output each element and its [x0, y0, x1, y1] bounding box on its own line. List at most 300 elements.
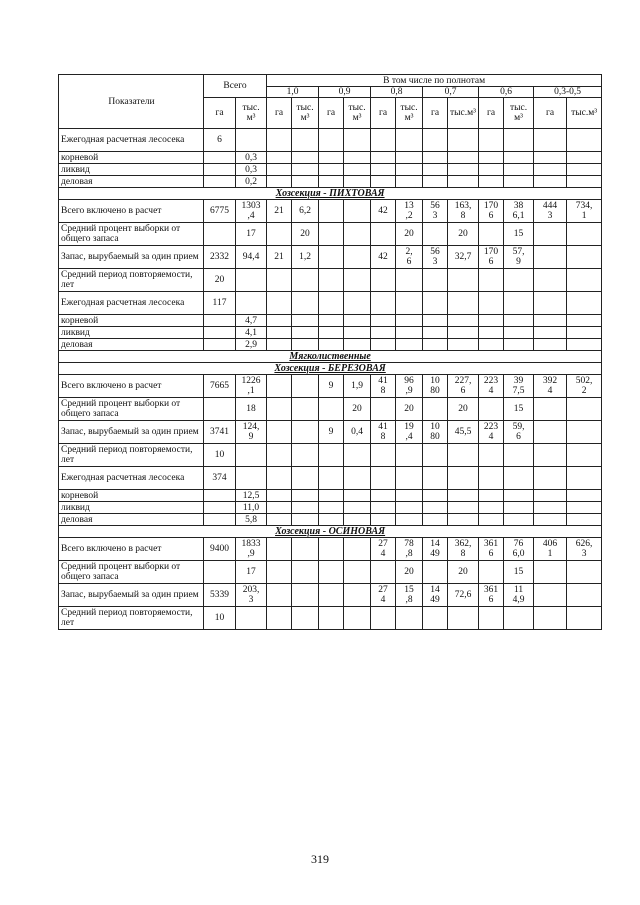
- table-cell: [319, 315, 344, 327]
- table-cell: [567, 176, 602, 188]
- table-cell: [319, 607, 344, 630]
- table-cell: [479, 327, 504, 339]
- row-label: Средний период повторяемости, лет: [59, 269, 204, 292]
- table-cell: [423, 514, 448, 526]
- table-cell: [267, 444, 292, 467]
- table-cell: 392 4: [534, 375, 567, 398]
- table-cell: [504, 129, 534, 152]
- table-cell: [204, 514, 236, 526]
- table-cell: [534, 176, 567, 188]
- row-label: Всего включено в расчет: [59, 375, 204, 398]
- table-cell: [344, 200, 371, 223]
- table-cell: 15: [504, 561, 534, 584]
- table-cell: 1,9: [344, 375, 371, 398]
- table-cell: [319, 502, 344, 514]
- table-row: [59, 246, 602, 269]
- table-cell: [534, 164, 567, 176]
- table-cell: [371, 339, 396, 351]
- table-cell: [204, 223, 236, 246]
- table-cell: 117: [204, 292, 236, 315]
- table-cell: [567, 421, 602, 444]
- table-cell: [534, 315, 567, 327]
- table-cell: 20: [396, 223, 423, 246]
- table-cell: 3741: [204, 421, 236, 444]
- section-row: [59, 363, 602, 375]
- table-cell: [504, 607, 534, 630]
- table-cell: 6775: [204, 200, 236, 223]
- table-cell: [534, 421, 567, 444]
- table-cell: [448, 327, 479, 339]
- row-label: Средний период повторяемости, лет: [59, 444, 204, 467]
- table-row: [59, 164, 602, 176]
- table-cell: [396, 269, 423, 292]
- row-label: ликвид: [59, 502, 204, 514]
- table-row: [59, 421, 602, 444]
- table-cell: [479, 561, 504, 584]
- table-cell: [448, 444, 479, 467]
- table-cell: [396, 607, 423, 630]
- table-cell: [292, 164, 319, 176]
- table-cell: 19 ,4: [396, 421, 423, 444]
- table-cell: 20: [344, 398, 371, 421]
- table-cell: [448, 129, 479, 152]
- table-row: [59, 339, 602, 351]
- table-cell: [567, 584, 602, 607]
- table-cell: [319, 269, 344, 292]
- table-cell: [423, 269, 448, 292]
- row-label: Ежегодная расчетная лесосека: [59, 129, 204, 152]
- table-cell: [396, 327, 423, 339]
- table-cell: 502, 2: [567, 375, 602, 398]
- table-cell: [534, 584, 567, 607]
- table-cell: [534, 292, 567, 315]
- table-cell: [479, 223, 504, 246]
- table-cell: 21: [267, 246, 292, 269]
- table-cell: [344, 584, 371, 607]
- table-cell: [423, 129, 448, 152]
- table-cell: [396, 315, 423, 327]
- table-cell: [567, 398, 602, 421]
- table-cell: [319, 514, 344, 526]
- table-cell: [567, 164, 602, 176]
- table-cell: [396, 444, 423, 467]
- table-row: [59, 490, 602, 502]
- table-row: [59, 607, 602, 630]
- table-cell: [448, 607, 479, 630]
- table-cell: [534, 327, 567, 339]
- table-cell: [371, 514, 396, 526]
- table-cell: [236, 467, 267, 490]
- table-cell: [344, 327, 371, 339]
- table-cell: 223 4: [479, 375, 504, 398]
- forest-data-table: [58, 74, 602, 630]
- table-cell: [371, 164, 396, 176]
- header-polnota: 0,8: [371, 87, 423, 98]
- table-cell: [567, 292, 602, 315]
- table-cell: 6: [204, 129, 236, 152]
- table-cell: [319, 327, 344, 339]
- table-cell: [267, 164, 292, 176]
- table-cell: [396, 292, 423, 315]
- row-label: Запас, вырубаемый за один прием: [59, 246, 204, 269]
- table-cell: 41 8: [371, 421, 396, 444]
- table-cell: [292, 176, 319, 188]
- table-cell: 76 6,0: [504, 538, 534, 561]
- table-cell: [504, 444, 534, 467]
- table-cell: [319, 490, 344, 502]
- table-cell: [567, 607, 602, 630]
- table-cell: [236, 269, 267, 292]
- table-cell: [504, 176, 534, 188]
- header-unit: га: [423, 98, 448, 129]
- table-cell: [371, 315, 396, 327]
- table-cell: 10 80: [423, 375, 448, 398]
- table-cell: 14 49: [423, 584, 448, 607]
- table-cell: [267, 223, 292, 246]
- table-cell: [504, 315, 534, 327]
- table-cell: [479, 607, 504, 630]
- table-cell: [319, 584, 344, 607]
- header-polnota: 0,3-0,5: [534, 87, 602, 98]
- table-cell: [534, 269, 567, 292]
- table-cell: [504, 164, 534, 176]
- table-cell: [267, 467, 292, 490]
- table-cell: 18: [236, 398, 267, 421]
- table-cell: 7665: [204, 375, 236, 398]
- table-cell: [371, 561, 396, 584]
- table-cell: [267, 292, 292, 315]
- table-cell: 14 49: [423, 538, 448, 561]
- table-cell: 10 80: [423, 421, 448, 444]
- table-cell: [567, 514, 602, 526]
- table-cell: [204, 164, 236, 176]
- table-cell: [371, 607, 396, 630]
- header-polnota: 0,9: [319, 87, 371, 98]
- table-cell: [534, 561, 567, 584]
- table-cell: [423, 152, 448, 164]
- table-cell: [504, 327, 534, 339]
- table-cell: [204, 176, 236, 188]
- table-cell: [344, 164, 371, 176]
- header-unit: га: [319, 98, 344, 129]
- table-cell: [504, 339, 534, 351]
- table-row: [59, 444, 602, 467]
- table-cell: [319, 339, 344, 351]
- table-cell: [567, 246, 602, 269]
- row-label: Ежегодная расчетная лесосека: [59, 467, 204, 490]
- table-cell: [319, 444, 344, 467]
- table-cell: [534, 607, 567, 630]
- table-cell: [567, 315, 602, 327]
- table-cell: [292, 538, 319, 561]
- table-cell: [292, 398, 319, 421]
- table-cell: [371, 444, 396, 467]
- table-cell: [448, 152, 479, 164]
- header-unit: га: [204, 98, 236, 129]
- table-cell: 5339: [204, 584, 236, 607]
- table-cell: [423, 607, 448, 630]
- table-cell: [534, 339, 567, 351]
- table-cell: 39 7,5: [504, 375, 534, 398]
- table-cell: 0,3: [236, 152, 267, 164]
- table-cell: [534, 223, 567, 246]
- table-cell: 59, 6: [504, 421, 534, 444]
- table-cell: 1,2: [292, 246, 319, 269]
- section-title: Хозсекция - БЕРЕЗОВАЯ: [59, 363, 602, 375]
- table-cell: 42: [371, 246, 396, 269]
- table-cell: 32,7: [448, 246, 479, 269]
- table-cell: [479, 502, 504, 514]
- table-cell: [204, 398, 236, 421]
- table-row: [59, 584, 602, 607]
- table-cell: [448, 490, 479, 502]
- table-cell: [344, 223, 371, 246]
- table-cell: 42: [371, 200, 396, 223]
- table-cell: [479, 467, 504, 490]
- table-cell: [567, 502, 602, 514]
- table-cell: [344, 538, 371, 561]
- table-cell: [448, 292, 479, 315]
- table-row: [59, 375, 602, 398]
- header-polnota: 1,0: [267, 87, 319, 98]
- table-cell: [371, 129, 396, 152]
- table-cell: [267, 398, 292, 421]
- header-vsego: Всего: [204, 75, 267, 98]
- table-cell: 0,3: [236, 164, 267, 176]
- table-cell: 626, 3: [567, 538, 602, 561]
- table-cell: [236, 292, 267, 315]
- header-unit: тыс. м³: [236, 98, 267, 129]
- table-cell: [267, 561, 292, 584]
- page-number: 319: [311, 852, 329, 866]
- table-cell: [319, 398, 344, 421]
- header-unit: тыс.м³: [567, 98, 602, 129]
- table-cell: [204, 152, 236, 164]
- table-cell: [534, 152, 567, 164]
- table-cell: [319, 292, 344, 315]
- table-cell: 362, 8: [448, 538, 479, 561]
- table-cell: [344, 339, 371, 351]
- section-title: Мягколиственные: [59, 351, 602, 363]
- header-polnota: 0,6: [479, 87, 534, 98]
- table-cell: [534, 502, 567, 514]
- table-cell: [344, 502, 371, 514]
- table-row: [59, 200, 602, 223]
- table-cell: [479, 315, 504, 327]
- table-cell: [423, 467, 448, 490]
- table-cell: [292, 315, 319, 327]
- table-cell: [292, 502, 319, 514]
- table-cell: 17: [236, 223, 267, 246]
- section-row: [59, 351, 602, 363]
- table-cell: 9: [319, 375, 344, 398]
- table-cell: [479, 164, 504, 176]
- table-cell: [448, 514, 479, 526]
- header-unit: тыс. м³: [504, 98, 534, 129]
- table-cell: [319, 176, 344, 188]
- table-cell: [267, 502, 292, 514]
- table-cell: [371, 398, 396, 421]
- table-cell: [479, 152, 504, 164]
- table-cell: [504, 502, 534, 514]
- table-cell: 9400: [204, 538, 236, 561]
- table-cell: [267, 339, 292, 351]
- row-label: Средний процент выборки от общего запаса: [59, 398, 204, 421]
- table-cell: [319, 164, 344, 176]
- table-header: [59, 75, 602, 129]
- table-cell: [344, 246, 371, 269]
- table-cell: [204, 327, 236, 339]
- table-cell: [423, 327, 448, 339]
- table-cell: [292, 444, 319, 467]
- header-polnota: 0,7: [423, 87, 479, 98]
- section-title: Хозсекция - ПИХТОВАЯ: [59, 188, 602, 200]
- table-cell: [423, 561, 448, 584]
- table-cell: [292, 561, 319, 584]
- table-cell: 1833 ,9: [236, 538, 267, 561]
- table-cell: 10: [204, 444, 236, 467]
- table-cell: [267, 584, 292, 607]
- table-cell: [423, 502, 448, 514]
- table-cell: [344, 444, 371, 467]
- table-cell: [567, 129, 602, 152]
- table-cell: [292, 490, 319, 502]
- table-cell: [267, 176, 292, 188]
- table-cell: 0,4: [344, 421, 371, 444]
- table-row: [59, 561, 602, 584]
- table-cell: [236, 444, 267, 467]
- row-label: Всего включено в расчет: [59, 538, 204, 561]
- table-cell: 12,5: [236, 490, 267, 502]
- table-cell: [396, 152, 423, 164]
- table-cell: [479, 490, 504, 502]
- table-cell: 72,6: [448, 584, 479, 607]
- table-cell: [267, 514, 292, 526]
- table-cell: [319, 467, 344, 490]
- table-cell: [236, 129, 267, 152]
- table-cell: [267, 375, 292, 398]
- row-label: деловая: [59, 339, 204, 351]
- table-cell: [292, 339, 319, 351]
- table-row: [59, 269, 602, 292]
- section-row: [59, 526, 602, 538]
- table-cell: [479, 339, 504, 351]
- table-body: [59, 129, 602, 630]
- table-cell: 41 8: [371, 375, 396, 398]
- table-cell: [448, 339, 479, 351]
- table-cell: [567, 467, 602, 490]
- header-unit: тыс. м³: [396, 98, 423, 129]
- table-cell: [396, 164, 423, 176]
- row-label: Средний процент выборки от общего запаса: [59, 223, 204, 246]
- table-cell: [371, 502, 396, 514]
- table-cell: [319, 538, 344, 561]
- table-row: [59, 129, 602, 152]
- table-cell: [267, 538, 292, 561]
- table-cell: [292, 375, 319, 398]
- table-cell: [479, 176, 504, 188]
- table-row: [59, 176, 602, 188]
- table-cell: 2,9: [236, 339, 267, 351]
- table-cell: [567, 223, 602, 246]
- table-cell: 734, 1: [567, 200, 602, 223]
- table-cell: [344, 315, 371, 327]
- table-cell: [204, 315, 236, 327]
- table-cell: 20: [448, 398, 479, 421]
- table-cell: 20: [448, 223, 479, 246]
- table-cell: 124, 9: [236, 421, 267, 444]
- table-cell: [567, 490, 602, 502]
- row-label: ликвид: [59, 327, 204, 339]
- table-cell: [479, 292, 504, 315]
- table-cell: [344, 514, 371, 526]
- table-cell: [567, 152, 602, 164]
- table-cell: 163, 8: [448, 200, 479, 223]
- table-cell: [344, 292, 371, 315]
- table-cell: 5,8: [236, 514, 267, 526]
- table-cell: 94,4: [236, 246, 267, 269]
- table-cell: [267, 269, 292, 292]
- table-cell: 20: [204, 269, 236, 292]
- table-cell: [292, 292, 319, 315]
- row-label: корневой: [59, 315, 204, 327]
- table-cell: [344, 561, 371, 584]
- table-cell: 15: [504, 223, 534, 246]
- table-cell: [567, 327, 602, 339]
- header-unit: тыс. м³: [344, 98, 371, 129]
- table-cell: [423, 292, 448, 315]
- table-cell: [292, 584, 319, 607]
- table-cell: [371, 327, 396, 339]
- header-unit: тыс. м³: [292, 98, 319, 129]
- table-row: [59, 514, 602, 526]
- table-cell: [534, 467, 567, 490]
- table-cell: [479, 514, 504, 526]
- table-cell: [448, 164, 479, 176]
- table-cell: 1226 ,1: [236, 375, 267, 398]
- header-unit: тыс.м³: [448, 98, 479, 129]
- table-cell: [423, 444, 448, 467]
- table-cell: [371, 269, 396, 292]
- table-cell: 170 6: [479, 246, 504, 269]
- table-cell: [448, 269, 479, 292]
- row-label: деловая: [59, 176, 204, 188]
- row-label: Всего включено в расчет: [59, 200, 204, 223]
- table-cell: [534, 129, 567, 152]
- table-cell: 45,5: [448, 421, 479, 444]
- table-cell: 20: [292, 223, 319, 246]
- table-cell: [371, 490, 396, 502]
- table-cell: [204, 490, 236, 502]
- table-cell: [236, 607, 267, 630]
- table-cell: [319, 200, 344, 223]
- table-row: [59, 502, 602, 514]
- table-cell: [479, 444, 504, 467]
- row-label: деловая: [59, 514, 204, 526]
- table-row: [59, 538, 602, 561]
- table-cell: [267, 152, 292, 164]
- table-cell: 223 4: [479, 421, 504, 444]
- table-cell: [423, 164, 448, 176]
- table-cell: [292, 129, 319, 152]
- table-cell: 27 4: [371, 584, 396, 607]
- table-cell: [534, 444, 567, 467]
- table-cell: [423, 176, 448, 188]
- row-label: Запас, вырубаемый за один прием: [59, 421, 204, 444]
- row-label: корневой: [59, 490, 204, 502]
- table-row: [59, 315, 602, 327]
- table-cell: [344, 607, 371, 630]
